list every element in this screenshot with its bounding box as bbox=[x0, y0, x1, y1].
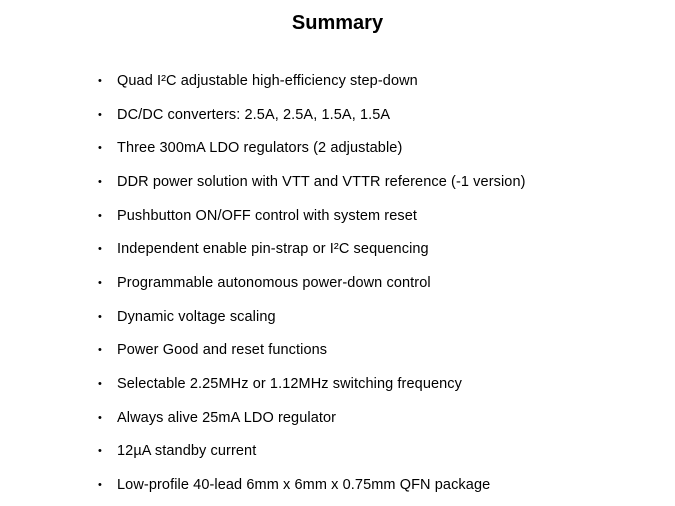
bullet-item bbox=[98, 64, 526, 98]
bullet-text: Always alive 25mA LDO regulator bbox=[117, 409, 337, 426]
bullet-text: Pushbutton ON/OFF control with system reset bbox=[117, 207, 418, 224]
bullet-icon: • bbox=[98, 243, 102, 256]
bullet-icon: • bbox=[98, 108, 102, 121]
bullet-icon: • bbox=[98, 411, 102, 424]
bullet-item bbox=[98, 367, 526, 401]
bullet-icon: • bbox=[98, 276, 102, 289]
bullet-item bbox=[98, 334, 526, 368]
bullet-text: DC/DC converters: 2.5A, 2.5A, 1.5A, 1.5A bbox=[117, 106, 391, 123]
bullet-item bbox=[98, 232, 526, 266]
bullet-icon: • bbox=[98, 209, 102, 222]
bullet-item bbox=[98, 435, 526, 469]
bullet-icon: • bbox=[98, 479, 102, 492]
bullet-item bbox=[98, 266, 526, 300]
bullet-item bbox=[98, 468, 526, 502]
bullet-icon: • bbox=[98, 142, 102, 155]
bullet-icon: • bbox=[98, 74, 102, 87]
bullet-item bbox=[98, 300, 526, 334]
slide-title: Summary bbox=[291, 12, 384, 34]
summary-bullet-list bbox=[98, 64, 526, 502]
bullet-text: Independent enable pin-strap or I²C sequencing bbox=[117, 241, 429, 258]
bullet-item bbox=[98, 98, 526, 132]
bullet-text: Quad I²C adjustable high-efficiency step-down bbox=[117, 72, 418, 89]
bullet-item bbox=[98, 401, 526, 435]
bullet-text: Power Good and reset functions bbox=[117, 342, 328, 359]
bullet-text: DDR power solution with VTT and VTTR reference (-1 version) bbox=[117, 173, 526, 190]
bullet-icon: • bbox=[98, 175, 102, 188]
bullet-icon: • bbox=[98, 344, 102, 357]
bullet-icon: • bbox=[98, 445, 102, 458]
bullet-text: Programmable autonomous power-down control bbox=[117, 274, 431, 291]
bullet-item bbox=[98, 199, 526, 233]
bullet-text: Dynamic voltage scaling bbox=[117, 308, 276, 325]
bullet-item bbox=[98, 165, 526, 199]
bullet-text: Selectable 2.25MHz or 1.12MHz switching frequency bbox=[117, 376, 463, 393]
bullet-item bbox=[98, 131, 526, 165]
bullet-text: Three 300mA LDO regulators (2 adjustable) bbox=[117, 140, 403, 157]
bullet-icon: • bbox=[98, 378, 102, 391]
bullet-text: 12µA standby current bbox=[117, 443, 257, 460]
bullet-text: Low-profile 40-lead 6mm x 6mm x 0.75mm QFN package bbox=[117, 477, 491, 494]
bullet-icon: • bbox=[98, 310, 102, 323]
